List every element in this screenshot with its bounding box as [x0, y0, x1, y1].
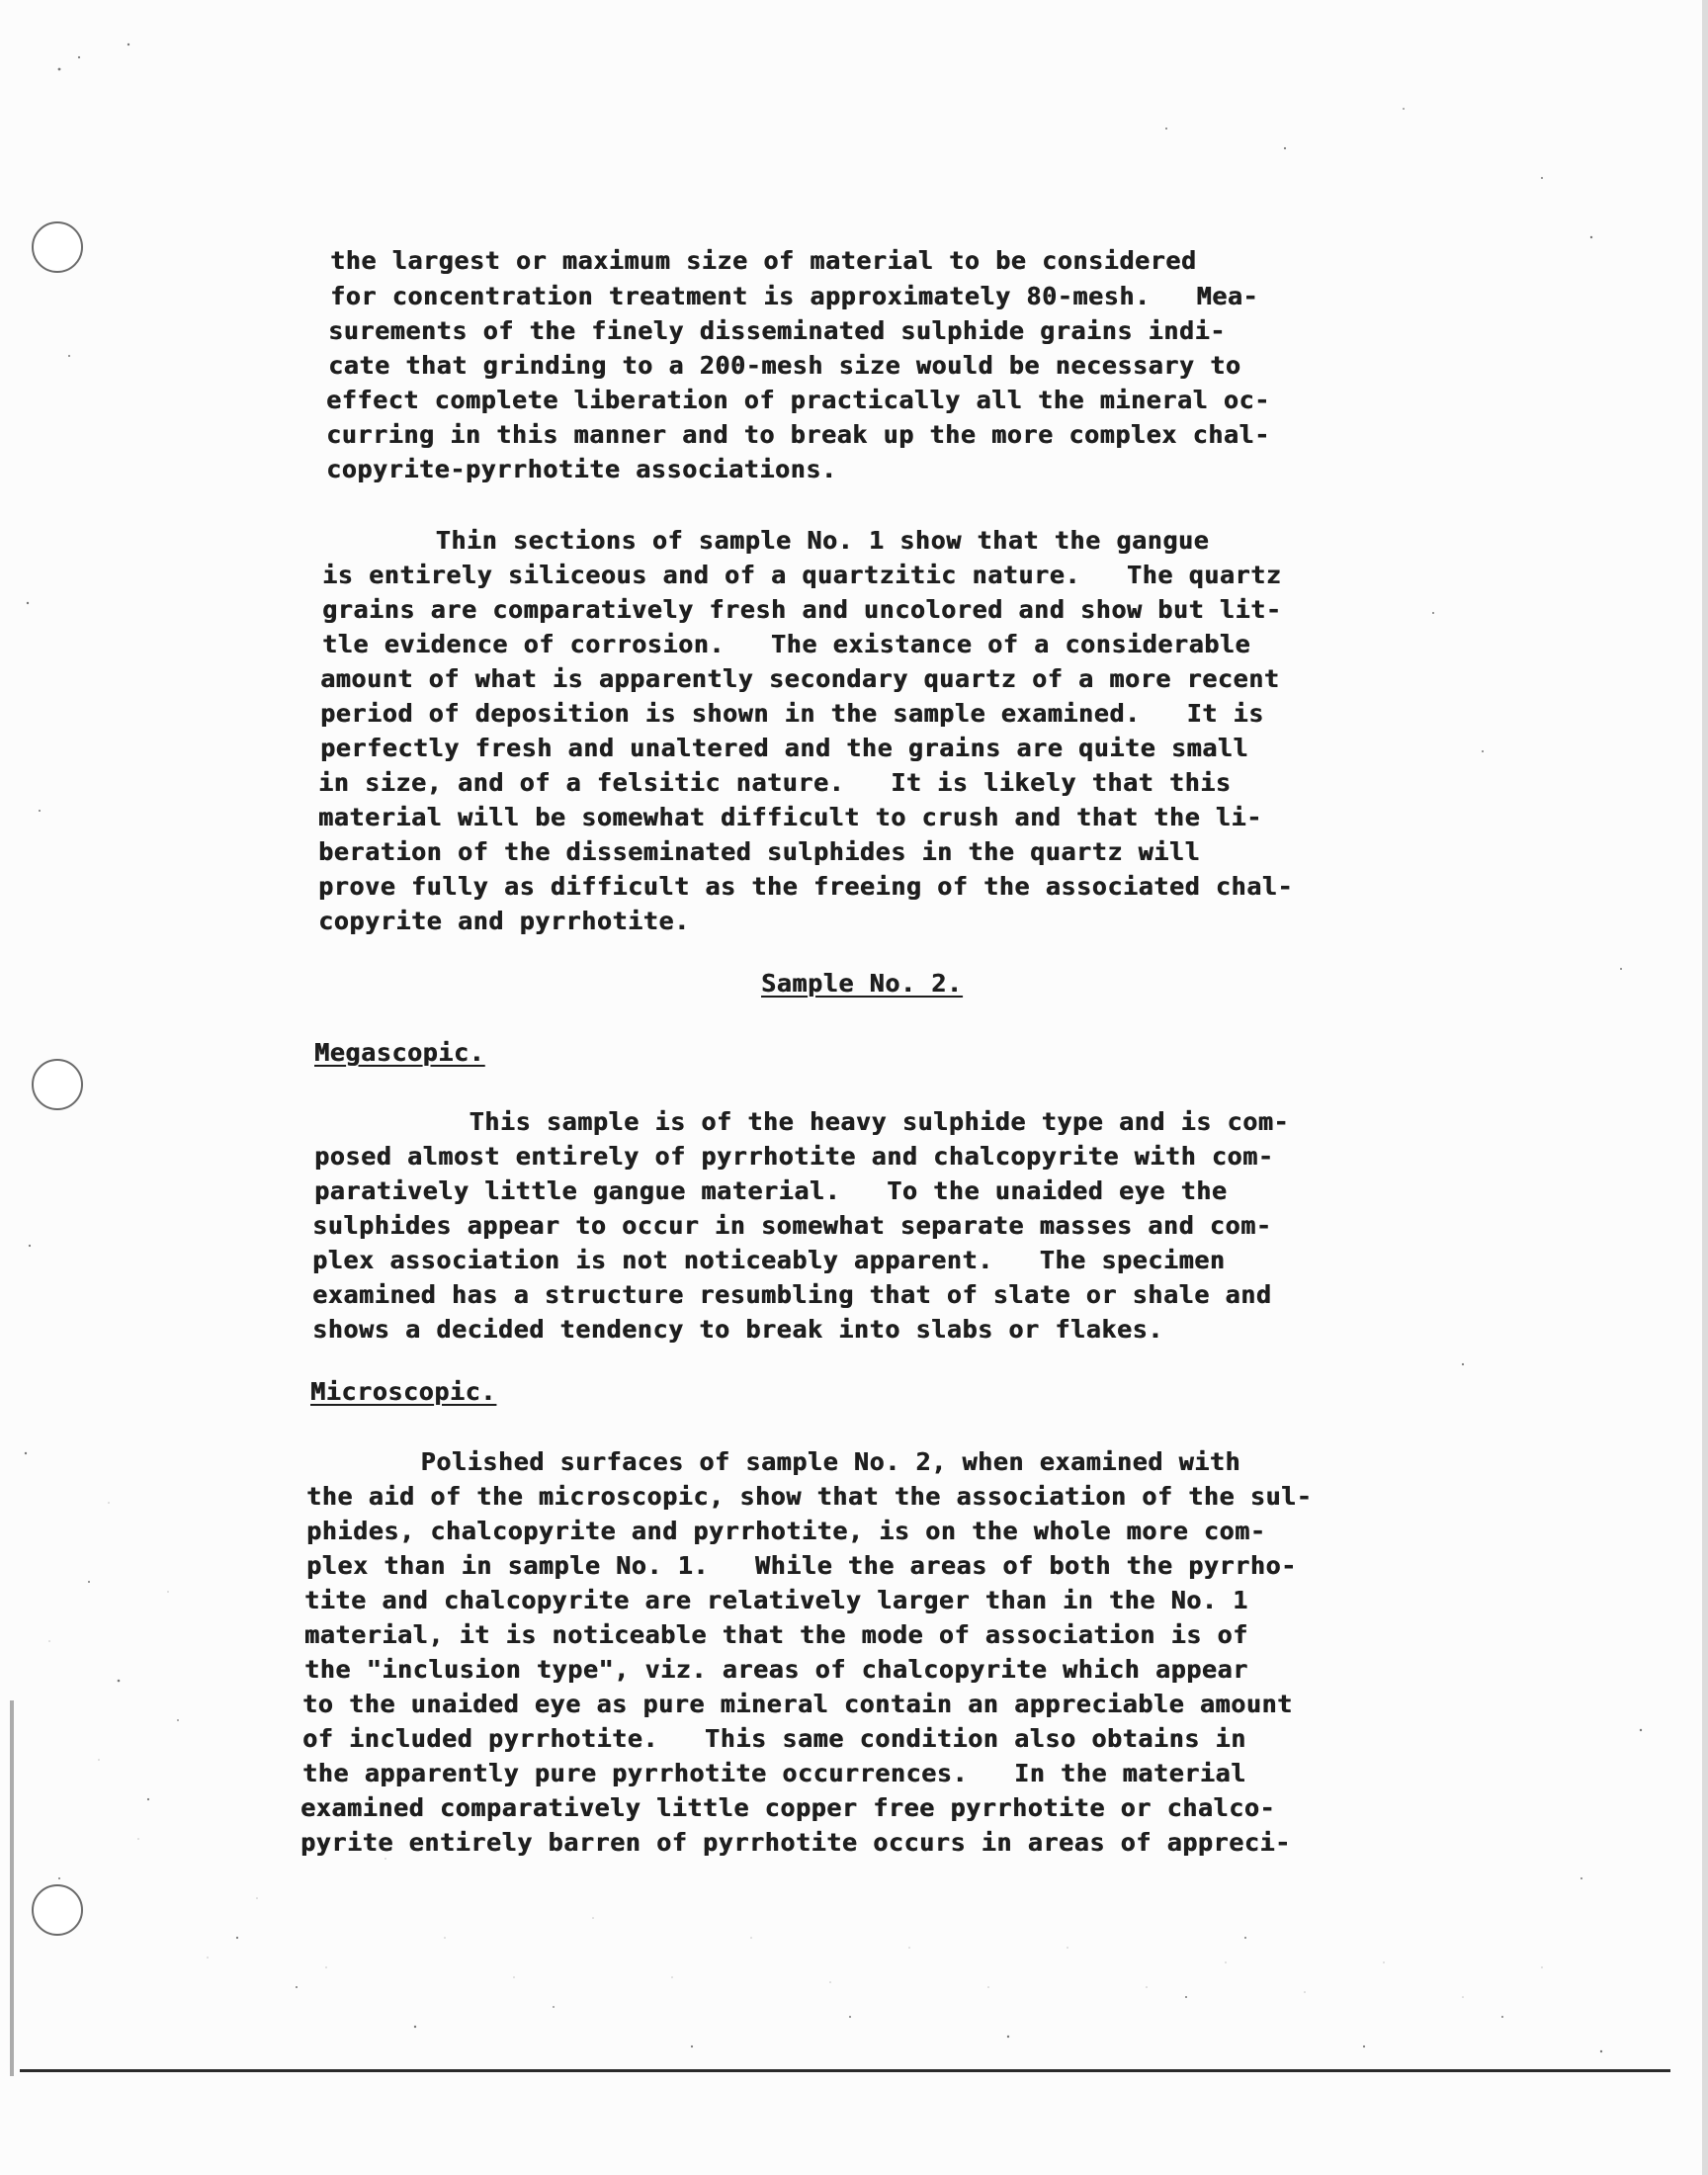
text-line: plex than in sample No. 1. While the areas of both the pyrrho- [306, 1551, 1297, 1580]
text-line: curring in this manner and to break up the more complex chal- [326, 420, 1270, 449]
text-line: of included pyrrhotite. This same condition also obtains in [302, 1724, 1246, 1753]
text-line: This sample is of the heavy sulphide type and is com- [314, 1107, 1290, 1136]
megascopic-heading: Megascopic. [314, 1038, 485, 1067]
punch-hole-top [32, 221, 83, 273]
text-line: material will be somewhat difficult to crush and that the li- [318, 803, 1262, 831]
text-line: material, it is noticeable that the mode of association is of [304, 1620, 1248, 1649]
text-line: grains are comparatively fresh and uncolored and show but lit- [322, 595, 1282, 624]
page-edge [1702, 0, 1708, 2175]
text-line: perfectly fresh and unaltered and the grains are quite small [320, 734, 1249, 762]
text-line: pyrite entirely barren of pyrrhotite occurs in areas of appreci- [300, 1828, 1291, 1857]
text-line: surements of the finely disseminated sulphide grains indi- [328, 316, 1226, 345]
text-line: Thin sections of sample No. 1 show that the gangue [374, 526, 1210, 555]
text-line: posed almost entirely of pyrrhotite and chalcopyrite with com- [314, 1142, 1274, 1171]
text-line: period of deposition is shown in the sample examined. It is [320, 699, 1264, 728]
text-line: the largest or maximum size of material to be considered [330, 246, 1197, 275]
text-line: effect complete liberation of practically all the mineral oc- [326, 386, 1270, 414]
text-line: phides, chalcopyrite and pyrrhotite, is on the whole more com- [306, 1517, 1266, 1545]
text-line: in size, and of a felsitic nature. It is likely that this [318, 768, 1232, 797]
sample-heading: Sample No. 2. [761, 969, 963, 998]
text-line: the apparently pure pyrrhotite occurrences. In the material [302, 1759, 1246, 1787]
text-line: prove fully as difficult as the freeing of the associated chal- [318, 872, 1294, 901]
microscopic-heading: Microscopic. [310, 1377, 496, 1406]
text-line: examined comparatively little copper free pyrrhotite or chalco- [300, 1793, 1276, 1822]
text-line: copyrite-pyrrhotite associations. [326, 455, 837, 483]
text-line: sulphides appear to occur in somewhat separate masses and com- [312, 1211, 1272, 1240]
text-line: amount of what is apparently secondary quartz of a more recent [320, 664, 1280, 693]
text-line: beration of the disseminated sulphides in the quartz will [318, 837, 1201, 866]
text-line: plex association is not noticeably apparent. The specimen [312, 1246, 1226, 1274]
text-line: Polished surfaces of sample No. 2, when examined with [312, 1447, 1241, 1476]
punch-hole-bottom [32, 1884, 83, 1936]
text-line: examined has a structure resumbling that of slate or shale and [312, 1280, 1272, 1309]
text-line: paratively little gangue material. To the unaided eye the [314, 1176, 1228, 1205]
text-line: tle evidence of corrosion. The existance of a considerable [322, 630, 1251, 658]
text-line: the "inclusion type", viz. areas of chalcopyrite which appear [304, 1655, 1248, 1684]
bottom-edge-line [20, 2069, 1670, 2072]
punch-hole-middle [32, 1059, 83, 1110]
text-line: for concentration treatment is approximately 80-mesh. Mea- [330, 282, 1259, 310]
margin-edge [10, 1700, 14, 2076]
text-line: to the unaided eye as pure mineral contain an appreciable amount [302, 1690, 1293, 1718]
text-line: tite and chalcopyrite are relatively larger than in the No. 1 [304, 1586, 1248, 1614]
text-line: cate that grinding to a 200-mesh size would be necessary to [328, 351, 1241, 380]
text-line: the aid of the microscopic, show that the association of the sul- [306, 1482, 1313, 1511]
bleed-through [890, 465, 1344, 484]
text-line: shows a decided tendency to break into slabs or flakes. [312, 1315, 1163, 1344]
text-line: is entirely siliceous and of a quartzitic nature. The quartz [322, 561, 1282, 589]
text-line: copyrite and pyrrhotite. [318, 907, 690, 935]
